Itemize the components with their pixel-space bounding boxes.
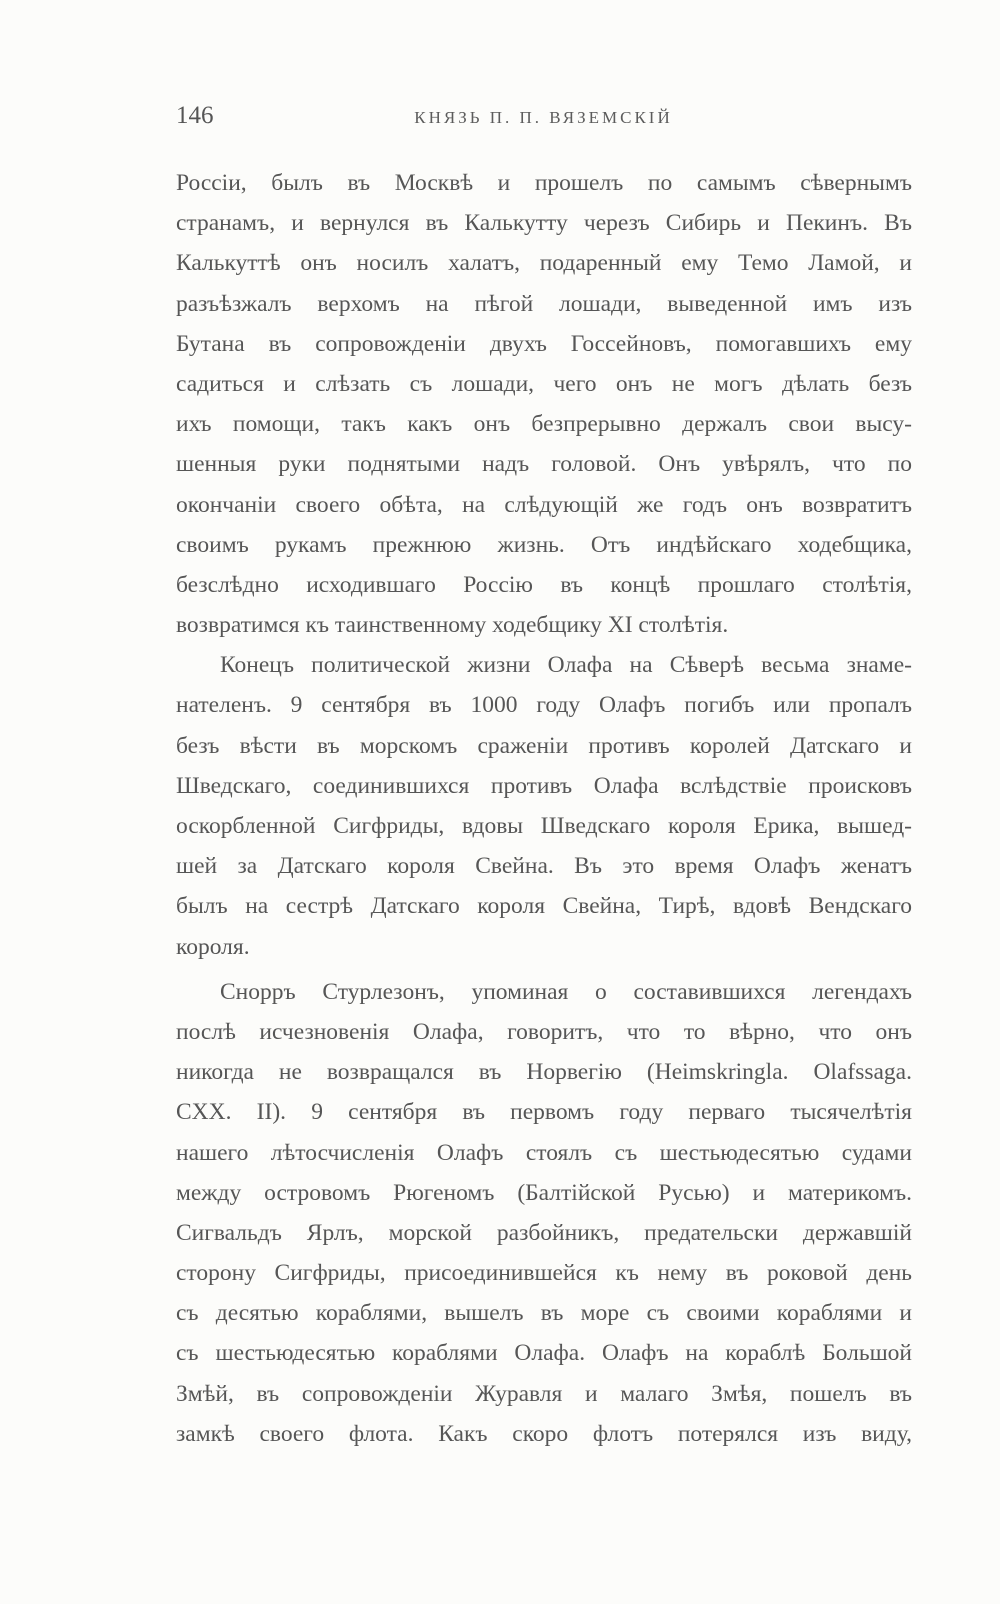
text-line: Шведскаго, соединившихся противъ Олафа вслѣдствіе происковъ — [176, 772, 912, 799]
text-line: Снорръ Стурлезонъ, упоминая о составившихся легендахъ — [220, 978, 912, 1005]
text-line: нателенъ. 9 сентября въ 1000 году Олафъ погибъ или пропалъ — [176, 692, 912, 719]
text-line: между островомъ Рюгеномъ (Балтійской Русью) и материкомъ. — [176, 1179, 912, 1206]
text-line: съ десятью кораблями, вышелъ въ море съ своими кораблями и — [176, 1300, 912, 1327]
text-line: шей за Датскаго короля Свейна. Въ это время Олафъ женатъ — [176, 853, 912, 880]
text-line: ихъ помощи, такъ какъ онъ безпрерывно держалъ свои высу- — [176, 411, 912, 438]
running-title: КНЯЗЬ П. П. ВЯЗЕМСКІЙ — [414, 108, 673, 127]
text-line: странамъ, и вернулся въ Калькутту черезъ Сибирь и Пекинъ. Въ — [176, 210, 912, 237]
text-line: CXX. II). 9 сентября въ первомъ году перваго тысячелѣтія — [176, 1099, 912, 1126]
text-line: никогда не возвращался въ Норвегію (Heimskringla. Olafssaga. — [176, 1059, 912, 1086]
text-line: нашего лѣтосчисленія Олафъ стоялъ съ шестьюдесятью судами — [176, 1139, 912, 1166]
paragraph-2 — [176, 645, 912, 967]
text-line: разъѣзжалъ верхомъ на пѣгой лошади, выведенной имъ изъ — [176, 290, 912, 317]
text-line: Змѣй, въ сопровожденіи Журавля и малаго Змѣя, пошелъ въ — [176, 1380, 912, 1407]
text-line: садиться и слѣзать съ лошади, чего онъ не могъ дѣлать безъ — [176, 370, 912, 397]
text-line: своимъ рукамъ прежнюю жизнь. Отъ индѣйскаго ходебщика, — [176, 531, 912, 558]
page-number: 146 — [176, 102, 214, 129]
text-line: Сигвальдъ Ярлъ, морской разбойникъ, предательски державшій — [176, 1219, 912, 1246]
text-line: Россіи, былъ въ Москвѣ и прошелъ по самымъ сѣвернымъ — [176, 170, 912, 196]
text-line: Калькуттѣ онъ носилъ халатъ, подаренный ему Темо Ламой, и — [176, 250, 912, 277]
text-line: замкѣ своего флота. Какъ скоро флотъ потерялся изъ виду, — [176, 1420, 912, 1447]
text-line: Бутана въ сопровожденіи двухъ Госсейновъ, помогавшихъ ему — [176, 330, 912, 357]
paragraph-3 — [176, 972, 912, 1454]
text-line: Конецъ политической жизни Олафа на Сѣверѣ весьма знаме- — [220, 652, 912, 679]
running-head — [176, 100, 911, 140]
text-line: съ шестьюдесятью кораблями Олафа. Олафъ на кораблѣ Большой — [176, 1340, 912, 1367]
text-line: сторону Сигфриды, присоединившейся къ нему въ роковой день — [176, 1260, 912, 1287]
text-line: безъ вѣсти въ морскомъ сраженіи противъ королей Датскаго и — [176, 732, 912, 759]
text-line: окончаніи своего обѣта, на слѣдующій же годъ онъ возвратитъ — [176, 491, 912, 518]
text-line: возвратимся къ таинственному ходебщику XI столѣтія. — [176, 612, 729, 639]
text-line: былъ на сестрѣ Датскаго короля Свейна, Тирѣ, вдовѣ Вендскаго — [176, 893, 912, 920]
text-line: послѣ исчезновенія Олафа, говоритъ, что то вѣрно, что онъ — [176, 1018, 912, 1045]
text-line: безслѣдно исходившаго Россію въ концѣ прошлаго столѣтія, — [176, 571, 912, 598]
body-text — [176, 163, 912, 1454]
text-line: короля. — [176, 933, 250, 960]
paragraph-1 — [176, 163, 912, 645]
text-line: оскорбленной Сигфриды, вдовы Шведскаго короля Ерика, вышед- — [176, 813, 912, 839]
text-line: шенныя руки поднятыми надъ головой. Онъ увѣрялъ, что по — [176, 451, 912, 478]
